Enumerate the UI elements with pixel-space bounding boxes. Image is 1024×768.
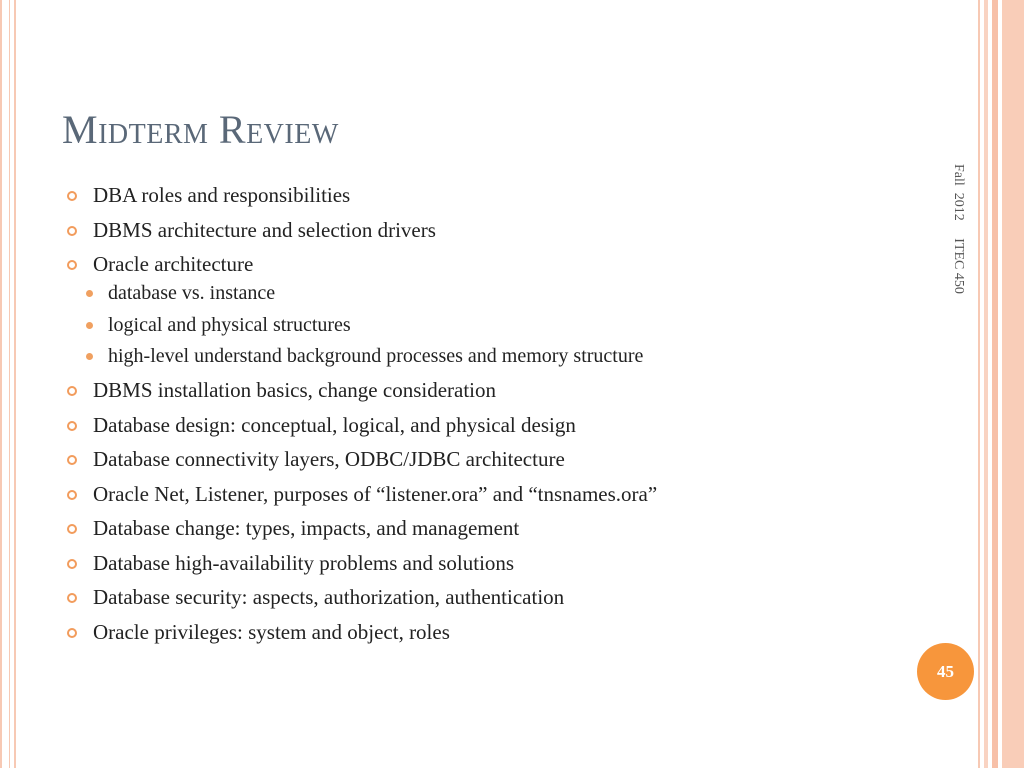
bullet-item: [66, 481, 906, 508]
bullet-item: [66, 515, 906, 542]
circle-bullet-icon: [67, 628, 77, 638]
circle-bullet-icon: [67, 524, 77, 534]
stripe: [978, 0, 980, 768]
bullet-item: [66, 412, 906, 439]
sub-bullet-item: [66, 281, 808, 306]
left-frame-border: [0, 0, 16, 768]
bullet-text: Database connectivity layers, ODBC/JDBC architecture: [93, 447, 565, 471]
bullet-text: Database high-availability problems and solutions: [93, 550, 515, 575]
sub-bullet-list: [66, 281, 906, 369]
bullet-list: [66, 182, 906, 653]
sub-bullet-item: [66, 313, 808, 338]
circle-bullet-icon: [67, 559, 77, 569]
bullet-item: [66, 550, 906, 577]
left-frame-line: [9, 0, 10, 768]
bullet-text: Oracle privileges: system and object, roles: [93, 619, 450, 644]
circle-bullet-icon: [67, 386, 77, 396]
dot-bullet-icon: [86, 322, 93, 329]
circle-bullet-icon: [67, 260, 77, 270]
bullet-item: [66, 217, 906, 244]
sub-bullet-item: [66, 344, 808, 369]
bullet-text: DBMS installation basics, change consideration: [93, 378, 497, 402]
circle-bullet-icon: [67, 455, 77, 465]
bullet-item: [66, 584, 906, 611]
sub-bullet-text: high-level understand background processes and memory structure: [108, 345, 644, 367]
slide-title: Midterm Review: [62, 107, 339, 152]
sub-bullet-text: logical and physical structures: [108, 313, 351, 336]
stripe: [984, 0, 988, 768]
sub-bullet-text: database vs. instance: [108, 282, 276, 304]
bullet-item: [66, 182, 906, 209]
bullet-item: [66, 446, 906, 473]
circle-bullet-icon: [67, 191, 77, 201]
right-decorative-stripes: [978, 0, 1024, 768]
bullet-text: Database design: conceptual, logical, and physical design: [93, 412, 576, 437]
bullet-text: Database security: aspects, authorization, authentication: [93, 585, 565, 609]
bullet-text: Oracle architecture: [93, 252, 254, 276]
dot-bullet-icon: [86, 353, 93, 360]
circle-bullet-icon: [67, 490, 77, 500]
bullet-item: [66, 251, 906, 278]
bullet-text: Oracle Net, Listener, purposes of “listener.ora” and “tnsnames.ora”: [93, 481, 658, 506]
bullet-text: DBA roles and responsibilities: [93, 183, 351, 207]
page-number-badge: 45: [917, 643, 974, 700]
bullet-text: Database change: types, impacts, and management: [93, 516, 520, 540]
bullet-item: [66, 377, 906, 404]
bullet-text: DBMS architecture and selection drivers: [93, 217, 436, 242]
circle-bullet-icon: [67, 593, 77, 603]
circle-bullet-icon: [67, 421, 77, 431]
circle-bullet-icon: [67, 226, 77, 236]
stripe: [1002, 0, 1024, 768]
footer-vertical-text: Fall 2012 ITEC 450: [951, 164, 966, 294]
stripe: [992, 0, 998, 768]
dot-bullet-icon: [86, 290, 93, 297]
bullet-item: [66, 619, 906, 646]
